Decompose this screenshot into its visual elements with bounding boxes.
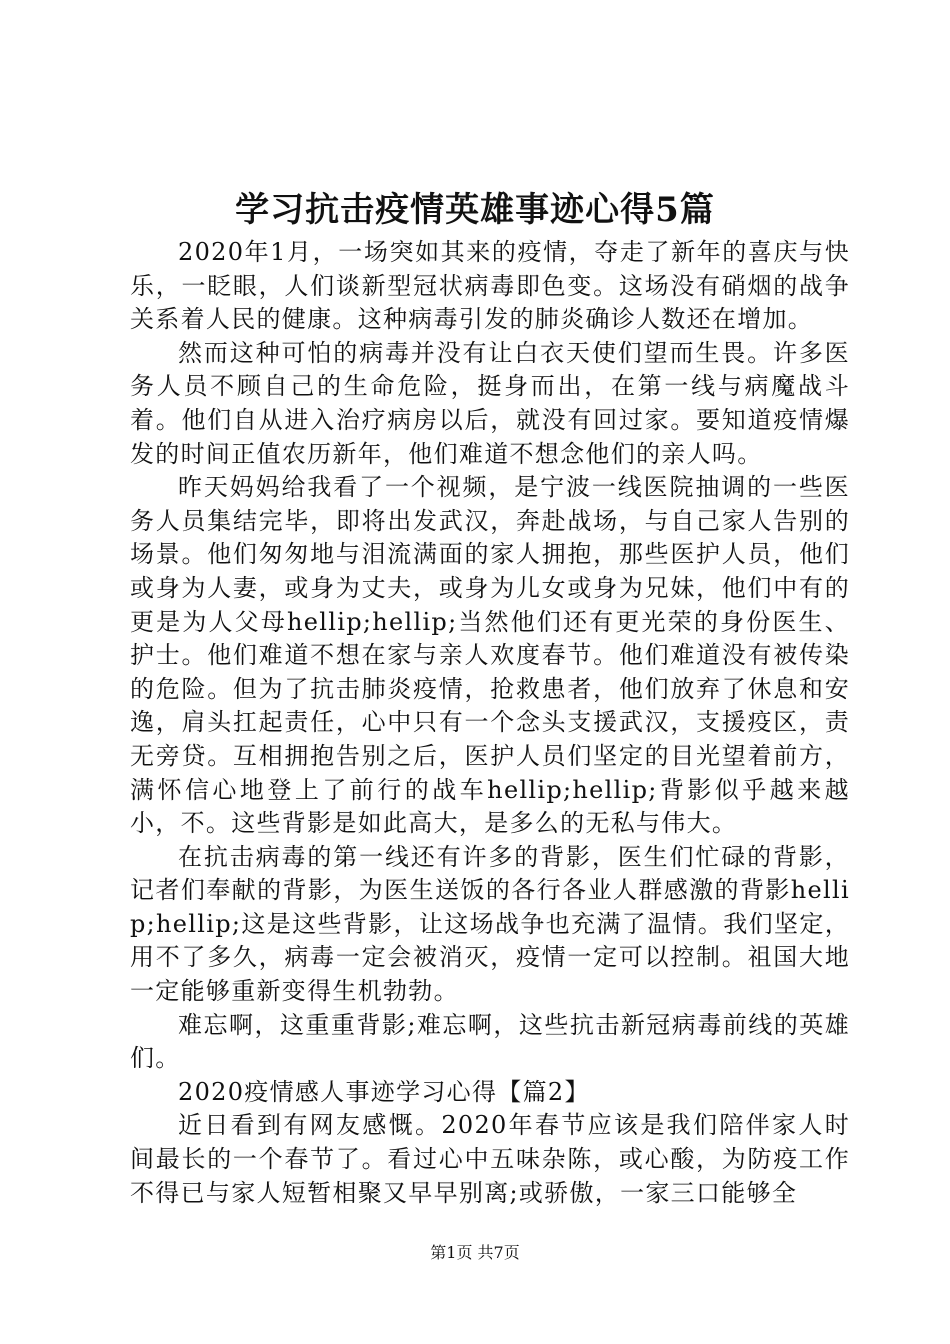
document-title: 学习抗击疫情英雄事迹心得5篇 — [235, 190, 715, 230]
paragraph-3: 昨天妈妈给我看了一个视频，是宁波一线医院抽调的一些医务人员集结完毕，即将出发武汉，奔赴战场，与自己家人告别的场景。他们匆匆地与泪流满面的家人拥抱，那些医护人员，他们或身为人妻，或身为丈夫，或身为儿女或身为兄妹，他们中有的更是为人父母hellip;hellip;当然他们还有更光荣的身份医生、护士。他们难道不想在家与亲人欢度春节。他们难道没有被传染的危险。但为了抗击肺炎疫情，抢救患者，他们放弃了休息和安逸，肩头扛起责任，心中只有一个念头支援武汉，支援疫区，责无旁贷。互相拥抱告别之后，医护人员们坚定的目光望着前方，满怀信心地登上了前行的战车hellip;hellip;背影似乎越来越小，不。这些背影是如此高大，是多么的无私与伟大。 — [130, 473, 850, 838]
document-body — [130, 236, 850, 1210]
paragraph-5: 难忘啊，这重重背影;难忘啊，这些抗击新冠病毒前线的英雄们。 — [130, 1010, 850, 1073]
paragraph-4: 在抗击病毒的第一线还有许多的背影，医生们忙碌的背影，记者们奉献的背影，为医生送饭的各行各业人群感激的背影hellip;hellip;这是这些背影，让这场战争也充满了温情。我们坚定，用不了多久，病毒一定会被消灭，疫情一定可以控制。祖国大地一定能够重新变得生机勃勃。 — [130, 842, 850, 1006]
paragraph-2: 然而这种可怕的病毒并没有让白衣天使们望而生畏。许多医务人员不顾自己的生命危险，挺身而出，在第一线与病魔战斗着。他们自从进入治疗病房以后，就没有回过家。要知道疫情爆发的时间正值农历新年，他们难道不想念他们的亲人吗。 — [130, 338, 850, 468]
section-heading-2: 2020疫情感人事迹学习心得【篇2】 — [178, 1077, 590, 1106]
paragraph-6: 近日看到有网友感慨。2020年春节应该是我们陪伴家人时间最长的一个春节了。看过心中五味杂陈，或心酸，为防疫工作不得已与家人短暂相聚又早早别离;或骄傲，一家三口能够全 — [130, 1111, 850, 1207]
paragraph-1: 2020年1月，一场突如其来的疫情，夺走了新年的喜庆与快乐，一眨眼，人们谈新型冠状病毒即色变。这场没有硝烟的战争关系着人民的健康。这种病毒引发的肺炎确诊人数还在增加。 — [130, 238, 850, 334]
page-number-footer: 第1页 共7页 — [430, 1243, 520, 1262]
